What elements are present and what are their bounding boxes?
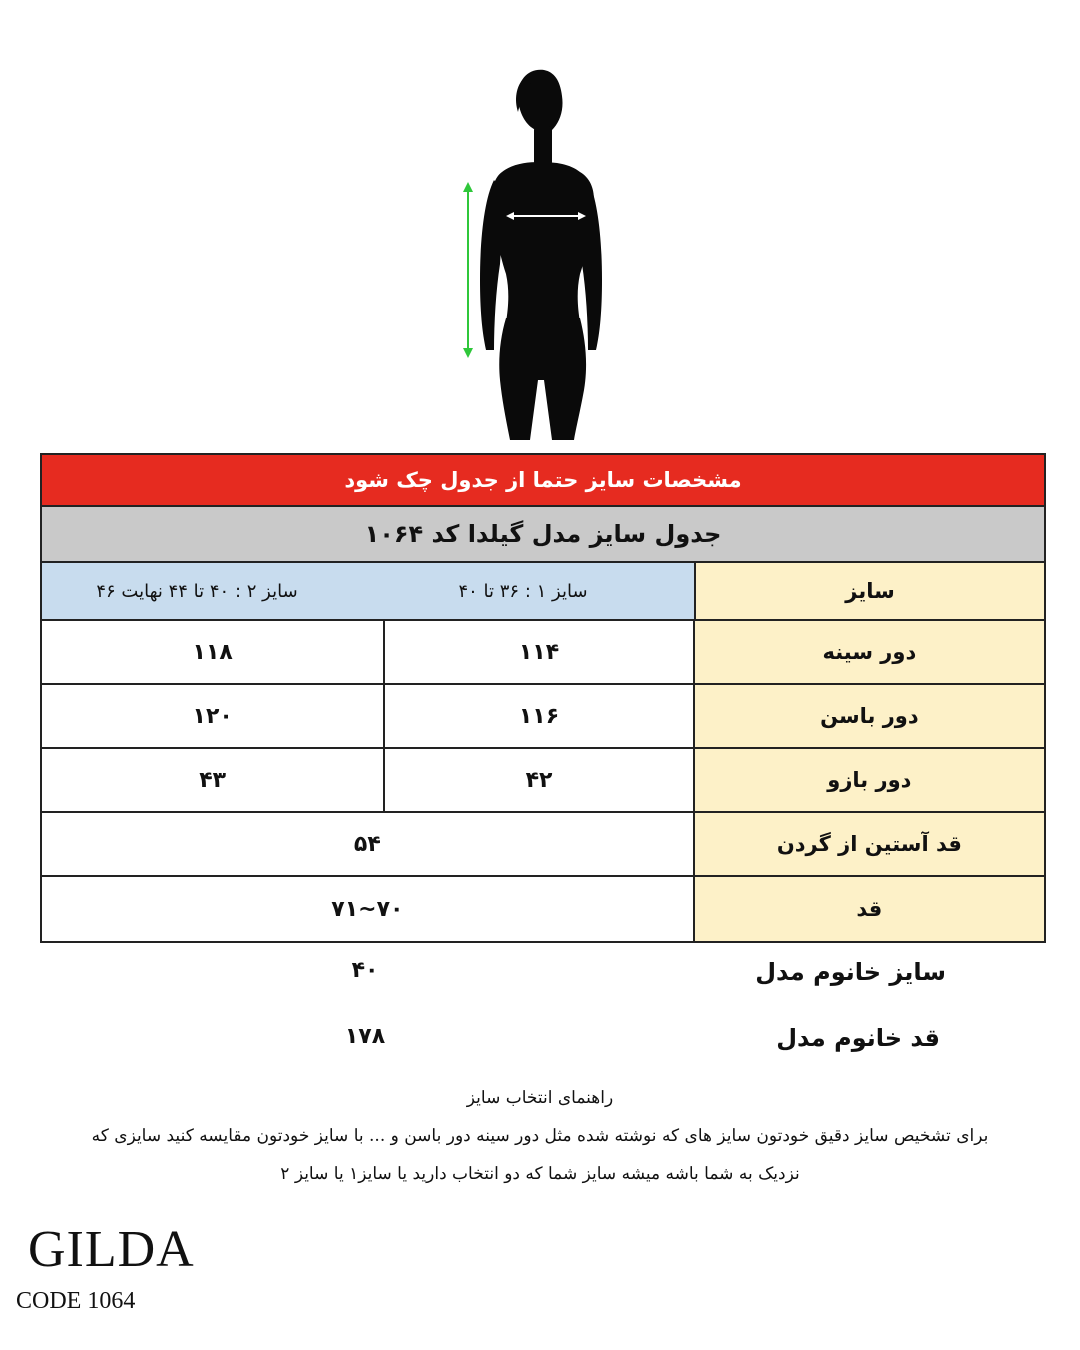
guide-title: راهنمای انتخاب سایز bbox=[466, 1088, 614, 1108]
hip-size1: ۱۱۶ bbox=[385, 685, 692, 747]
model-size-label: سایز خانوم مدل bbox=[755, 958, 946, 986]
guide-line-1: برای تشخیص سایز دقیق خودتون سایز های که نوشته شده مثل دور سینه دور باسن و ... با سایز خودتون مقایسه کنید سایزی که bbox=[91, 1126, 989, 1146]
table-row bbox=[42, 877, 1044, 941]
model-size-row bbox=[0, 950, 1080, 1000]
model-height-label: قد خانوم مدل bbox=[776, 1024, 940, 1052]
header-sizes bbox=[42, 563, 694, 619]
table-header-row bbox=[42, 563, 1044, 621]
product-code: CODE 1064 bbox=[16, 1288, 136, 1314]
table-title-text: جدول سایز مدل گیلدا کد ۱۰۶۴ bbox=[364, 520, 722, 548]
table-row bbox=[42, 685, 1044, 749]
arm-label: دور بازو bbox=[693, 749, 1044, 811]
length-value: ۷۰~۷۱ bbox=[42, 877, 693, 941]
arm-size2: ۴۳ bbox=[42, 749, 385, 811]
model-silhouette-icon bbox=[440, 60, 640, 440]
hip-size2: ۱۲۰ bbox=[42, 685, 385, 747]
sleeve-value: ۵۴ bbox=[42, 813, 693, 875]
height-arrow-icon bbox=[463, 182, 473, 358]
chest-label: دور سینه bbox=[693, 621, 1044, 683]
model-size-value: ۴۰ bbox=[351, 958, 379, 983]
hip-label: دور باسن bbox=[693, 685, 1044, 747]
model-height-row bbox=[0, 1016, 1080, 1066]
header-label: سایز bbox=[694, 563, 1044, 619]
header-size2: سایز ۲ : ۴۰ تا ۴۴ نهایت ۴۶ bbox=[42, 563, 352, 619]
model-height-value: ۱۷۸ bbox=[344, 1024, 386, 1049]
warning-banner bbox=[42, 455, 1044, 507]
sleeve-label: قد آستین از گردن bbox=[693, 813, 1044, 875]
table-row bbox=[42, 813, 1044, 877]
chest-size2: ۱۱۸ bbox=[42, 621, 385, 683]
arm-size1: ۴۲ bbox=[385, 749, 692, 811]
chest-size1: ۱۱۴ bbox=[385, 621, 692, 683]
brand-name: GILDA bbox=[28, 1221, 195, 1278]
table-row bbox=[42, 749, 1044, 813]
warning-banner-text: مشخصات سایز حتما از جدول چک شود bbox=[344, 468, 742, 492]
header-size1: سایز ۱ : ۳۶ تا ۴۰ bbox=[352, 563, 694, 619]
size-table bbox=[40, 453, 1046, 943]
table-title bbox=[42, 507, 1044, 563]
guide-line-2: نزدیک به شما باشه میشه سایز شما که دو انتخاب دارید یا سایز۱ یا سایز ۲ bbox=[280, 1164, 800, 1184]
table-row bbox=[42, 621, 1044, 685]
length-label: قد bbox=[693, 877, 1044, 941]
